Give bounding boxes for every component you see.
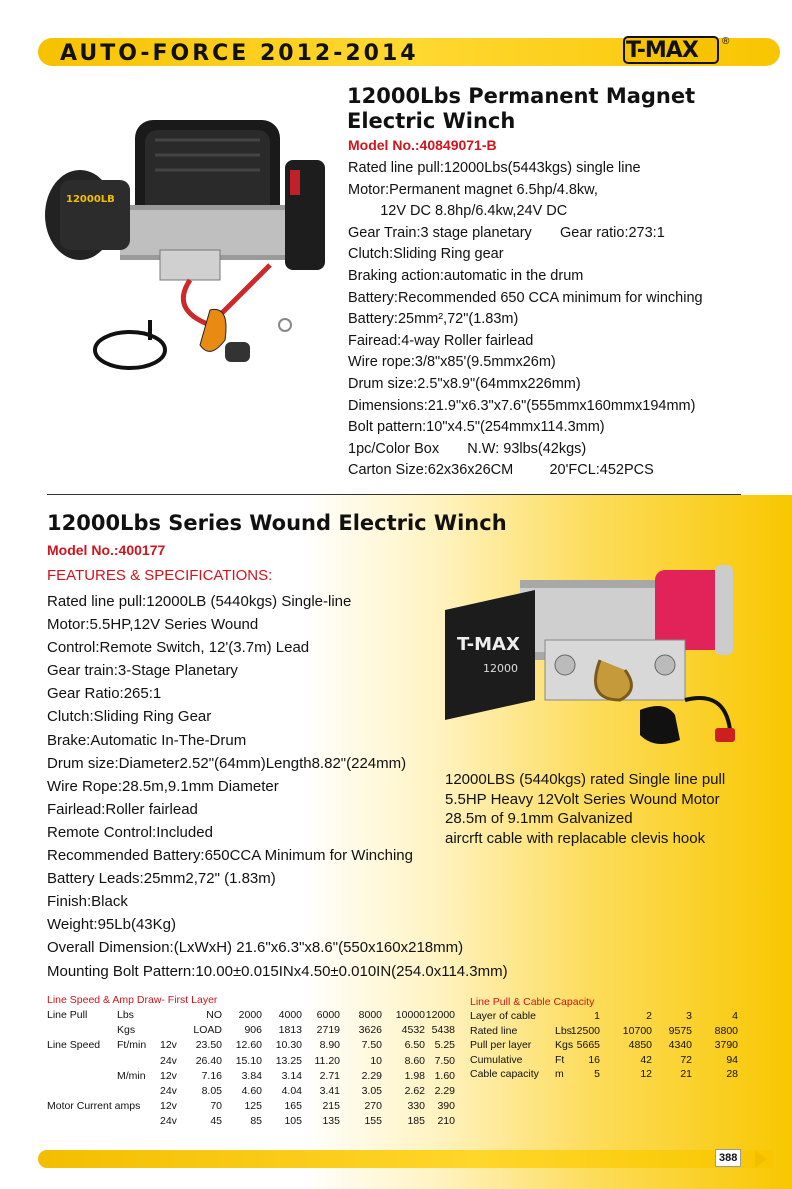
speed-table-cell: 3.41 [319, 1085, 340, 1097]
pull-table-cell: 5665 [576, 1039, 600, 1052]
speed-table-cell: 8.05 [201, 1085, 222, 1097]
product2-spec-line: Wire Rope:28.5m,9.1mm Diameter [47, 777, 279, 795]
speed-table-cell: Ft/min [117, 1039, 147, 1052]
product2-spec-line: Weight:95Lb(43Kg) [47, 916, 176, 934]
speed-table-cell: 45 [210, 1115, 222, 1128]
speed-table-cell: 10.30 [275, 1039, 302, 1052]
speed-table-cell: 5438 [431, 1024, 455, 1037]
product1-spec-line: Drum size:2.5"x8.9"(64mmx226mm) [348, 375, 581, 392]
speed-table-cell: 24v [160, 1054, 177, 1067]
footer-bar [38, 1150, 773, 1168]
section-divider [47, 494, 741, 495]
speed-table-cell: LOAD [193, 1024, 222, 1037]
product2-spec-line: Gear train:3-Stage Planetary [47, 662, 238, 680]
catalog-title: AUTO-FORCE 2012-2014 [60, 41, 419, 66]
product1-spec-line: Battery:Recommended 650 CCA minimum for winching [348, 289, 703, 306]
pull-table-cell: 9575 [668, 1024, 692, 1037]
speed-table-cell: 24v [160, 1085, 177, 1097]
pull-table-cell: 94 [726, 1053, 738, 1066]
speed-table-cell: 185 [407, 1115, 425, 1128]
product2-title: 12000Lbs Series Wound Electric Winch [47, 511, 507, 535]
product1-title-line2: Electric Winch [347, 109, 516, 133]
speed-table-cell: 5.25 [434, 1039, 455, 1052]
winch1-drum-label: 12000LB [66, 194, 115, 205]
speed-table-cell: Motor Current amps [47, 1100, 141, 1113]
permanent-magnet-winch-image [40, 110, 340, 380]
speed-table-cell: 165 [284, 1100, 302, 1113]
speed-table-cell: 4.04 [281, 1085, 302, 1097]
callout-line: 12000LBS (5440kgs) rated Single line pull [445, 771, 726, 788]
speed-table-cell: 135 [322, 1115, 340, 1128]
pull-table-title: Line Pull & Cable Capacity [470, 996, 595, 1008]
product1-spec-line: Wire rope:3/8"x85'(9.5mmx26m) [348, 354, 556, 371]
speed-table-cell: 390 [437, 1100, 455, 1113]
speed-table-cell: 7.16 [201, 1069, 222, 1082]
product1-spec-line: Braking action:automatic in the drum [348, 267, 584, 284]
product1-spec-list [348, 158, 703, 482]
callout-line: aircrft cable with replacable clevis hook [445, 829, 706, 847]
pull-table-cell: 3 [686, 1010, 692, 1022]
speed-table-cell: 4532 [401, 1024, 425, 1037]
speed-table-cell: 1813 [278, 1024, 302, 1037]
pull-table-cell: Rated line [470, 1024, 518, 1037]
pull-table-cell: 4340 [668, 1039, 692, 1052]
speed-table-cell: M/min [117, 1069, 146, 1082]
speed-table-cell: 13.25 [275, 1054, 302, 1067]
speed-table-cell: 210 [437, 1115, 455, 1128]
features-heading: FEATURES & SPECIFICATIONS: [47, 567, 273, 584]
speed-table-cell: 7.50 [434, 1054, 455, 1067]
pull-table-cell: 5 [594, 1068, 600, 1081]
product1-spec-line: Rated line pull:12000Lbs(5443kgs) single line [348, 160, 641, 176]
pull-table-cell: Layer of cable [470, 1010, 536, 1022]
speed-table-cell: 270 [364, 1100, 382, 1113]
speed-table-cell: 10 [370, 1054, 382, 1067]
pull-table-cell: 2 [646, 1010, 652, 1022]
speed-table-cell: 906 [244, 1024, 262, 1037]
product2-spec-line: Gear Ratio:265:1 [47, 685, 162, 703]
speed-table-cell: 2.29 [434, 1085, 455, 1097]
pull-table-cell: 4850 [628, 1039, 652, 1052]
speed-table-cell: 2.62 [404, 1085, 425, 1097]
speed-table-cell: 215 [322, 1100, 340, 1113]
speed-table-cell: 7.50 [361, 1039, 382, 1052]
speed-table-cell: NO [206, 1009, 222, 1021]
speed-table-cell: 155 [364, 1115, 382, 1128]
pull-table-cell: Lbs [555, 1024, 572, 1037]
product1-title [347, 84, 767, 134]
speed-table-cell: 23.50 [195, 1039, 222, 1052]
speed-table-cell: 24v [160, 1115, 177, 1128]
product1-spec-line: 12V DC 8.8hp/6.4kw,24V DC [348, 203, 568, 220]
pull-table-cell: 42 [640, 1053, 652, 1066]
next-page-arrow-icon [755, 1150, 767, 1168]
pull-table-cell: 1 [594, 1010, 600, 1022]
speed-table-cell: 4000 [278, 1009, 302, 1021]
product2-spec-line: Motor:5.5HP,12V Series Wound [47, 616, 259, 634]
product1-spec-line: Battery:25mm²,72"(1.83m) [348, 311, 519, 328]
speed-table-title: Line Speed & Amp Draw- First Layer [47, 994, 218, 1006]
pull-table-cell: Kgs [555, 1039, 574, 1052]
pull-table-cell: m [555, 1068, 564, 1081]
callout-line: 28.5m of 9.1mm Galvanized [445, 810, 633, 827]
speed-table-cell: 1.98 [404, 1069, 425, 1082]
speed-table [47, 1008, 457, 1130]
product1-spec-line: 1pc/Color Box N.W: 93lbs(42kgs) [348, 440, 587, 457]
speed-table-cell: 11.20 [314, 1054, 340, 1067]
pull-table [470, 1009, 750, 1085]
product1-spec-line: Motor:Permanent magnet 6.5hp/4.8kw, [348, 181, 598, 198]
speed-table-cell: 10000 [395, 1009, 425, 1021]
pull-table-cell: 16 [588, 1053, 600, 1066]
product2-callout [445, 770, 725, 848]
speed-table-cell: 6.50 [404, 1039, 425, 1052]
speed-table-cell: 3.84 [241, 1069, 262, 1082]
product2-spec-line: Fairlead:Roller fairlead [47, 800, 198, 818]
speed-table-cell: 6000 [316, 1009, 340, 1021]
pull-table-cell: Ft [555, 1053, 565, 1066]
product2-spec-line: Control:Remote Switch, 12'(3.7m) Lead [47, 639, 310, 657]
product2-spec-line: Clutch:Sliding Ring Gear [47, 708, 212, 726]
product1-spec-line: Gear Train:3 stage planetary Gear ratio:273:1 [348, 224, 665, 241]
pull-table-cell: 3790 [714, 1039, 738, 1052]
speed-table-cell: 8000 [358, 1009, 382, 1021]
product1-spec-line: Clutch:Sliding Ring gear [348, 246, 504, 263]
product2-spec-line: Drum size:Diameter2.52"(64mm)Length8.82"(224mm) [47, 754, 407, 772]
product1-model-number: Model No.:40849071-B [348, 137, 497, 153]
speed-table-cell: Lbs [117, 1009, 134, 1021]
speed-table-cell: Line Speed [47, 1039, 101, 1052]
pull-table-cell: 4 [732, 1010, 738, 1022]
speed-table-cell: 3626 [358, 1024, 382, 1037]
pull-table-cell: Pull per layer [470, 1039, 532, 1052]
product2-spec-line: Brake:Automatic In-The-Drum [47, 731, 247, 749]
product1-spec-line: Bolt pattern:10"x4.5"(254mmx114.3mm) [348, 419, 605, 436]
product1-title-line1: 12000Lbs Permanent Magnet [347, 84, 696, 108]
speed-table-cell: 3.05 [361, 1085, 382, 1097]
tmax-logo-text: T-MAX [626, 38, 698, 63]
speed-table-cell: Line Pull [47, 1009, 88, 1021]
product2-model-number: Model No.:400177 [47, 542, 166, 558]
pull-table-cell: 72 [680, 1053, 692, 1066]
speed-table-cell: 4.60 [241, 1085, 262, 1097]
product2-spec-line: Rated line pull:12000LB (5440kgs) Single-line [47, 593, 352, 610]
series-wound-winch-image [425, 550, 755, 760]
pull-table-cell: 21 [680, 1068, 692, 1081]
registered-mark: ® [722, 36, 730, 47]
speed-table-cell: 8.60 [404, 1054, 425, 1067]
speed-table-cell: 2719 [316, 1024, 340, 1037]
speed-table-cell: 2.71 [319, 1069, 340, 1082]
speed-table-cell: 330 [407, 1100, 425, 1113]
speed-table-cell: 2000 [238, 1009, 262, 1021]
product2-spec-line: Remote Control:Included [47, 823, 213, 841]
product2-spec-line: Recommended Battery:650CCA Minimum for Winching [47, 847, 413, 865]
pull-table-cell: 28 [726, 1068, 738, 1081]
product1-spec-line: Dimensions:21.9"x6.3"x7.6"(555mmx160mmx194mm) [348, 397, 696, 414]
speed-table-cell: 12v [160, 1039, 177, 1052]
callout-line: 5.5HP Heavy 12Volt Series Wound Motor [445, 790, 720, 808]
product2-spec-line: Battery Leads:25mm2,72" (1.83m) [47, 870, 276, 888]
product2-spec-line: Mounting Bolt Pattern:10.00±0.015INx4.50±0.010IN(254.0x114.3mm) [47, 962, 508, 980]
speed-table-cell: 15.10 [235, 1054, 262, 1067]
speed-table-cell: 70 [210, 1100, 222, 1113]
pull-table-cell: Cumulative [470, 1053, 523, 1066]
speed-table-cell: 1.60 [434, 1069, 455, 1082]
product2-spec-line: Finish:Black [47, 893, 128, 911]
speed-table-cell: 3.14 [281, 1069, 302, 1082]
speed-table-cell: 105 [284, 1115, 302, 1128]
pull-table-cell: 10700 [622, 1024, 652, 1037]
pull-table-cell: 12500 [570, 1024, 600, 1037]
speed-table-cell: 12.60 [235, 1039, 262, 1052]
page-number: 388 [715, 1149, 741, 1167]
product1-spec-line: Carton Size:62x36x26CM 20'FCL:452PCS [348, 462, 654, 479]
pull-table-cell: 12 [640, 1068, 652, 1081]
winch2-brand-label: T-MAX [457, 634, 520, 655]
speed-table-cell: 12000 [425, 1009, 455, 1021]
product2-spec-line: Overall Dimension:(LxWxH) 21.6"x6.3"x8.6"(550x160x218mm) [47, 939, 464, 957]
speed-table-cell: Kgs [117, 1024, 136, 1037]
product1-spec-line: Fairead:4-way Roller fairlead [348, 332, 534, 349]
pull-table-cell: 8800 [714, 1024, 738, 1037]
speed-table-cell: 8.90 [319, 1039, 340, 1052]
winch2-drum-label: 12000 [483, 662, 518, 675]
speed-table-cell: 2.29 [361, 1069, 382, 1082]
speed-table-cell: 125 [244, 1100, 262, 1113]
speed-table-cell: 26.40 [195, 1054, 222, 1067]
pull-table-cell: Cable capacity [470, 1068, 539, 1081]
speed-table-cell: 12v [160, 1100, 177, 1113]
speed-table-cell: 85 [250, 1115, 262, 1128]
speed-table-cell: 12v [160, 1069, 177, 1082]
